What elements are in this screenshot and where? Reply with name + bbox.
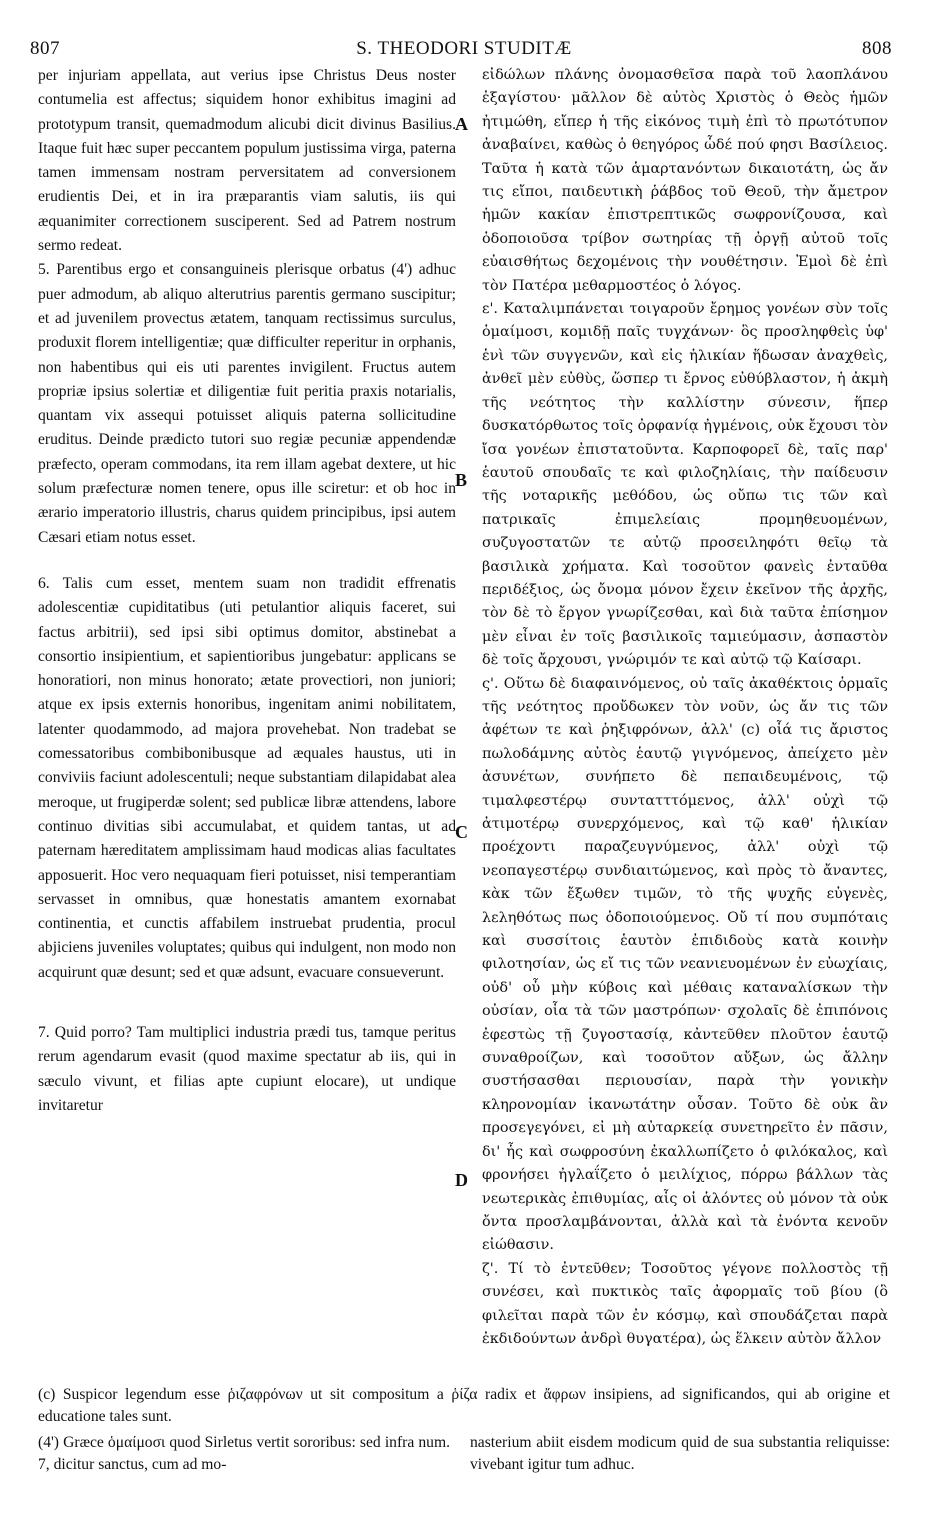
greek-paragraph-7: ζ'. Τί τὸ ἐντεῦθεν; Τοσοῦτος γέγονε πολλοστὸς τῇ συνέσει, καὶ πυκτικὸς ταῖς ἀφορμαῖς τοῦ βίου (ὃ φιλεῖται παρὰ τῶν ἐν κόσμῳ, καὶ σπουδάζεται παρὰ ἐκδιδούντων ἀνδρὶ θυγατέρα), ὡς ἕλκειν αὐτὸν ἄλλον <box>482 1260 888 1347</box>
footnote-4-left: (4') Græce ὁμαίμοσι quod Sirletus vertit sororibus: sed infra num. 7, dicitur sanctus, cum ad mo- <box>38 1434 450 1473</box>
greek-paragraph-6: ς'. Οὕτω δὲ διαφαινόμενος, οὐ ταῖς ἀκαθέκτοις ὁρμαῖς τῆς νεότητος προὔδωκεν τὸν νοῦν, ὡς ἄν τις τῶν ἀφέτων τε καὶ ῥηξιφρόνων, ἀλλ' (c) οἷά τις ἄριστος πωλοδάμνης αὐτὸς ἑαυτῷ γιγνόμενος, ἀπείχετο μὲν ἀσυνέτων, συνήπετο δὲ πεπαιδευμένοις, τῷ τιμαλφεστέρῳ συντατττόμενος, ἀλλ' οὐχὶ τῷ ἀτιμοτέρῳ συνερχόμενος, καὶ τῷ καθ' ἡλικίαν προέχοντι παραζευγνύμενος, ἀλλ' οὐχὶ τῷ νεοπαγεστέρῳ συνδιαιτώμενος, καὶ πρὸς τὸ ἄναντες, κὰκ τῶν ἔξωθεν τιμῶν, τὸ τῆς ψυχῆς εὐγενὲς, λεληθότως πως ὁδοποιούμενος. Οὔ τί που συμπόταις καὶ συσσίτοις ἑαυτὸν ἐπιδιδοὺς κατὰ κοινὴν φιλοτησίαν, ὡς εἴ τις τῶν νεανιευομένων ἐν εὐωχίαις, οὐδ' οὗ μὴν κύβοις καὶ μέθαις καταναλίσκων τὴν οὐσίαν, οἷα τὰ τῶν μαστρόπων· σχολαῖς δὲ ἐπιπόνοις ἐφεστὼς τῇ ζυγοστασίᾳ, κἀντεῦθεν πλοῦτον ἑαυτῷ συναθροίζων, καὶ τοσοῦτον αὔξων, ὡς ἄλλην συστήσασθαι περιουσίαν, παρὰ τὴν γονικὴν κληρονομίαν ἱκανωτάτην οὖσαν. Τοῦτο δὲ οὐκ ἂν προσεγεγόνει, εἰ μὴ αὐταρκείᾳ συνετηρεῖτο ἐν πᾶσιν, δι' ἧς καὶ σωφροσύνη ἐκαλλωπίζετο ὁ φιλόκαλος, καὶ φρονήσει ἠγλαΐζετο ὁ μειλίχιος, πόρρω βάλλων τὰς νεωτερικὰς ἐπιθυμίας, αἷς οἱ ἁλόντες οὐ μόνον τὰ οὐκ ὄντα προσλαμβάνονται, ἀλλὰ καὶ τὰ ἐνόντα κενοῦν εἰώθασιν. <box>482 675 888 1254</box>
latin-paragraph-7: 7. Quid porro? Tam multiplici industria prædi tus, tamque peritus rerum agendarum evasit (quod maxime spectatur ab iis, qui in sæculo vivunt, et filias apte cupiunt elocare), ut undique invitaretur <box>38 1023 456 1114</box>
footnote-4-columns <box>38 1432 890 1482</box>
greek-column <box>482 64 888 1351</box>
latin-paragraph-intro: per injuriam appellata, aut verius ipse Christus Deus noster contumelia est affectus; siquidem honor exhibitus imagini ad prototypum transit, quemadmodum alicubi dicit divinus Basilius. Itaque fuit hæc super peccantem populum justissima virga, paterna tamen immensam nostram perversitatem ad conversionem erudientis Dei, et in ira præparantis viam salutis, iis qui æquanimiter correctionem susciperent. Sed ad Patrem nostrum sermo redeat. <box>38 67 456 255</box>
latin-column <box>38 64 456 1118</box>
footnote-c: (c) Suspicor legendum esse ῥιζαφρόνων ut sit compositum a ῥίζα radix et ἄφρων insipiens, ad significandos, qui ab origine et educatione tales sunt. <box>38 1386 890 1425</box>
footnotes <box>38 1384 890 1482</box>
greek-paragraph-5: ε'. Καταλιμπάνεται τοιγαροῦν ἔρημος γονέων σὺν τοῖς ὁμαίμοσι, κομιδῇ παῖς τυγχάνων· ὃς προσληφθεὶς ὑφ' ἑνὶ τῶν συγγενῶν, καὶ εἰς ἡλικίαν ἥδωσαν ἀναχθεὶς, ἀνθεῖ μὲν εὐθὺς, ὥσπερ τι ἔρνος εὐθύβλαστον, ἡ ἀκμὴ τῆς νεότητος τὴν καλλίστην σύνεσιν, ἥπερ δυσκατόρθωτος τοῖς ὀρφανίᾳ ἠγμένοις, οὐκ ἔχουσι τὸν ἴσα γονέων ἐπιστατοῦντα. Καρποφορεῖ δὲ, ταῖς παρ' ἑαυτοῦ σπουδαῖς τε καὶ φιλοζηλίαις, τὴν παίδευσιν τῆς νοταρικῆς μεθόδου, ὡς οὔπω τις τῶν καὶ πατρικαῖς ἐπιμελείαις προμηθευομένων, συζυγοστατῶν τε αὐτῷ προσειληφότι θεῖῳ τὰ βασιλικὰ χρήματα. Καὶ τοσοῦτον φανεὶς ἐνταῦθα περιδέξιος, ὡς ὄνομα μόνον ἔχειν ἐκεῖνον τῆς ἀρχῆς, τὸν δὲ τὸ ἔργον γνωρίζεσθαι, καὶ διὰ ταῦτα ἐπίσημον μὲν εἶναι ἐν τοῖς βασιλικοῖς ταμιεύμασιν, ἀσπαστὸν δὲ τοῖς ἄρχουσι, γνώριμόν τε καὶ αὐτῷ τῷ Καίσαρι. <box>482 301 888 669</box>
margin-marker-b: B <box>455 470 468 490</box>
paragraph-gap <box>38 550 456 572</box>
paragraph-gap <box>38 985 456 1021</box>
margin-marker-a: A <box>455 114 468 134</box>
left-page-number: 807 <box>30 38 60 59</box>
running-title: S. THEODORI STUDITÆ <box>356 38 572 59</box>
right-page-number: 808 <box>862 38 892 59</box>
greek-paragraph-intro: εἰδώλων πλάνης ὀνομασθεῖσα παρὰ τοῦ λαοπλάνου ἐξαγίστου· μᾶλλον δὲ αὐτὸς Χριστὸς ὁ Θεὸς ἡμῶν ἠτιμώθη, εἴπερ ἡ τῆς εἰκόνος τιμὴ ἐπὶ τὸ πρωτότυπον ἀναβαίνει, καθὼς ὁ θεηγόρος ὧδέ πού φησι Βασίλειος. Ταῦτα ἡ κατὰ τῶν ἁμαρτανόντων δικαιοτάτη, ὡς ἄν τις εἴποι, παιδευτικὴ ῥάβδος τοῦ Θεοῦ, τὴν ἄμετρον ἡμῶν κακίαν ἐπιστρεπτικῶς σωφρονίζουσα, καὶ ὁδοποιοῦσα τρίβον σωτηρίας τῇ ὀργῇ αὐτοῦ τοῖς εὐαισθήτως δεχομένοις τὴν νουθέτησιν. Ἐμοὶ δὲ ἐπὶ τὸν Πατέρα μεθαρμοστέος ὁ λόγος. <box>482 67 888 294</box>
latin-paragraph-6: 6. Talis cum esset, mentem suam non tradidit effrenatis adolescentiæ cupiditatibus (uti petulantior aliquis faceret, sui factus arbitrii), sed ipsi sibi optimus domitor, abstinebat a consortio insipientium, et sapientioribus jungebatur: applicans se honoratiori, non minus honorato; ætate provectiori, non juniori; atque ex ipsis externis honoribus, ingenitam animi nobilitatem, latenter quodammodo, ad majora provehebat. Non tradebat se comessatoribus combibonibusque ad æquales haustus, uti in conviviis faciunt adolescentuli; neque substantiam dilapidabat alea meroque, ut frugiperdæ solent; sed publicæ libræ attendens, labore continuo divitias sibi accumulabat, et quidem tantas, ut ad paternam hæreditatem amplissimam haud modicas alias facultates apposuerit. Hoc vero nequaquam fieri potuisset, nisi temperantiam servasset in omnibus, quæ honestatis amantem exornabat continentia, et cunctis affabilem instruebat prudentia, procul abjiciens juveniles voluptates; quibus qui indulgent, non modo non acquirunt quæ desunt; sed et quæ adsunt, evacuare consueverunt. <box>38 574 456 981</box>
footnote-4-right: nasterium abiit eisdem modicum quid de sua substantia reliquisse: vivebant igitur tum adhuc. <box>470 1434 890 1473</box>
margin-marker-c: C <box>455 822 468 842</box>
margin-marker-d: D <box>455 1170 468 1190</box>
latin-paragraph-5: 5. Parentibus ergo et consanguineis plerisque orbatus (4') adhuc puer admodum, ab aliquo alterutrius parentis germano suscipitur; et ad juvenilem provectus ætatem, tanquam rectissimus surculus, produxit florem intelligentiæ; quæ difficulter reperitur in orphanis, non habentibus qui eis uti parentes invigilent. Fructus autem propriæ ipsius solertiæ et diligentiæ fuit peritia praxis notarialis, quantam vix assequi potuisset aliquis paterna sollicitudine eruditus. Deinde prædicto tutori suo regiæ pecuniæ appendendæ præfecto, operam commodans, ita rem illam agebat dextere, ut hic solum præfecturæ nomen tenere, opus ille sciretur: et ob hoc in ærario imperatorio illustris, charus quidem principibus, ipsi autem Cæsari etiam notus esset. <box>38 261 456 546</box>
